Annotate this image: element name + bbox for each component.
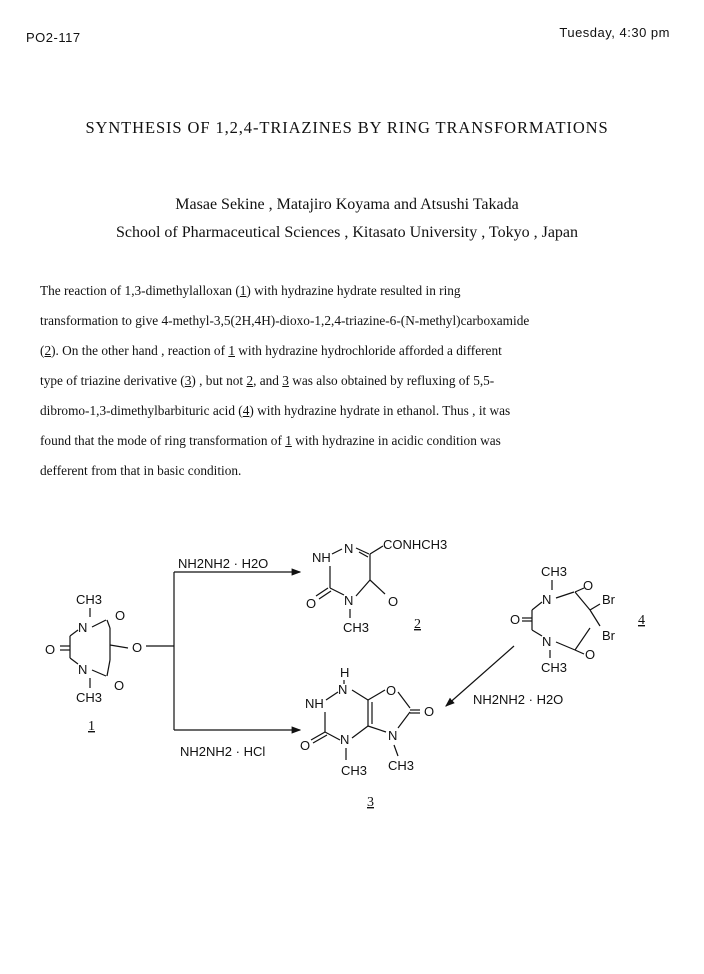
compound-3 [300, 665, 434, 810]
c1-o-bottom: O [114, 678, 125, 693]
c1-o-right: O [132, 640, 143, 655]
compound-2 [306, 537, 447, 635]
c4-o-left: O [510, 612, 521, 627]
reagent-bottom: NH2NH2 · HCl [180, 744, 266, 759]
c4-o-top: O [583, 578, 594, 593]
compound-1 [45, 592, 142, 734]
abstract-line-1: The reaction of 1,3-dimethylalloxan (1) with hydrazine hydrate resulted in ring [40, 283, 461, 298]
c2-conhch3: CONHCH3 [383, 537, 448, 552]
c4-br-2: Br [602, 628, 615, 643]
poster-code: PO2-117 [26, 30, 81, 45]
c3-o-exo: O [424, 704, 435, 719]
abstract-line-5: dibromo-1,3-dimethylbarbituric acid (4) with hydrazine hydrate in ethanol. Thus , it was [40, 403, 511, 418]
compound-1-label: 1 [88, 719, 95, 734]
reaction-scheme [0, 520, 704, 830]
authors: Masae Sekine , Matajiro Koyama and Atsushi Takada [175, 196, 519, 213]
c1-n3: N [78, 662, 88, 677]
c4-n1: N [542, 592, 552, 607]
abstract-line-6: found that the mode of ring transformation of 1 with hydrazine in acidic condition was [40, 433, 501, 448]
c3-o-left: O [300, 738, 311, 753]
c4-ch3-bottom: CH3 [541, 660, 568, 675]
c2-o-left: O [306, 596, 317, 611]
session-time: Tuesday, 4:30 pm [559, 25, 670, 40]
compound-3-label: 3 [367, 795, 374, 810]
compound-2-label: 2 [414, 617, 421, 632]
c2-n1: N [344, 541, 354, 556]
c4-o-bottom: O [585, 647, 596, 662]
c2-o-right: O [388, 594, 399, 609]
abstract-line-3: (2). On the other hand , reaction of 1 with hydrazine hydrochloride afforded a different [40, 343, 502, 358]
c4-ch3-top: CH3 [541, 564, 568, 579]
compound-4 [510, 564, 645, 675]
abstract-line-4: type of triazine derivative (3) , but not 2, and 3 was also obtained by refluxing of 5,5- [40, 373, 495, 388]
reagent-right: NH2NH2 · H2O [473, 692, 564, 707]
c4-br-1: Br [602, 592, 615, 607]
c3-ch3-left: CH3 [341, 763, 368, 778]
c1-o-left: O [45, 642, 56, 657]
c1-ch3-top: CH3 [76, 592, 103, 607]
c1-o-top: O [115, 608, 126, 623]
compound-4-label: 4 [638, 613, 645, 628]
c1-ch3-bottom: CH3 [76, 690, 103, 705]
c2-n4: N [344, 593, 354, 608]
abstract [40, 276, 640, 486]
c3-n4: N [340, 732, 350, 747]
c4-n3: N [542, 634, 552, 649]
paper-title: SYNTHESIS OF 1,2,4-TRIAZINES BY RING TRANSFORMATIONS [85, 118, 609, 137]
abstract-line-7: defferent from that in basic condition. [40, 463, 242, 478]
c1-n1: N [78, 620, 88, 635]
c2-ch3: CH3 [343, 620, 370, 635]
reagent-top: NH2NH2 · H2O [178, 556, 269, 571]
c3-n1: N [338, 682, 348, 697]
c3-ch3-right: CH3 [388, 758, 415, 773]
c2-nh: NH [312, 550, 331, 565]
c3-o-ring: O [386, 683, 397, 698]
c3-h: H [340, 665, 350, 680]
abstract-line-2: transformation to give 4-methyl-3,5(2H,4H)-dioxo-1,2,4-triazine-6-(N-methyl)carboxamide [40, 313, 530, 328]
affiliation: School of Pharmaceutical Sciences , Kitasato University , Tokyo , Japan [115, 224, 579, 241]
c3-nh: NH [305, 696, 324, 711]
c3-n-right: N [388, 728, 398, 743]
